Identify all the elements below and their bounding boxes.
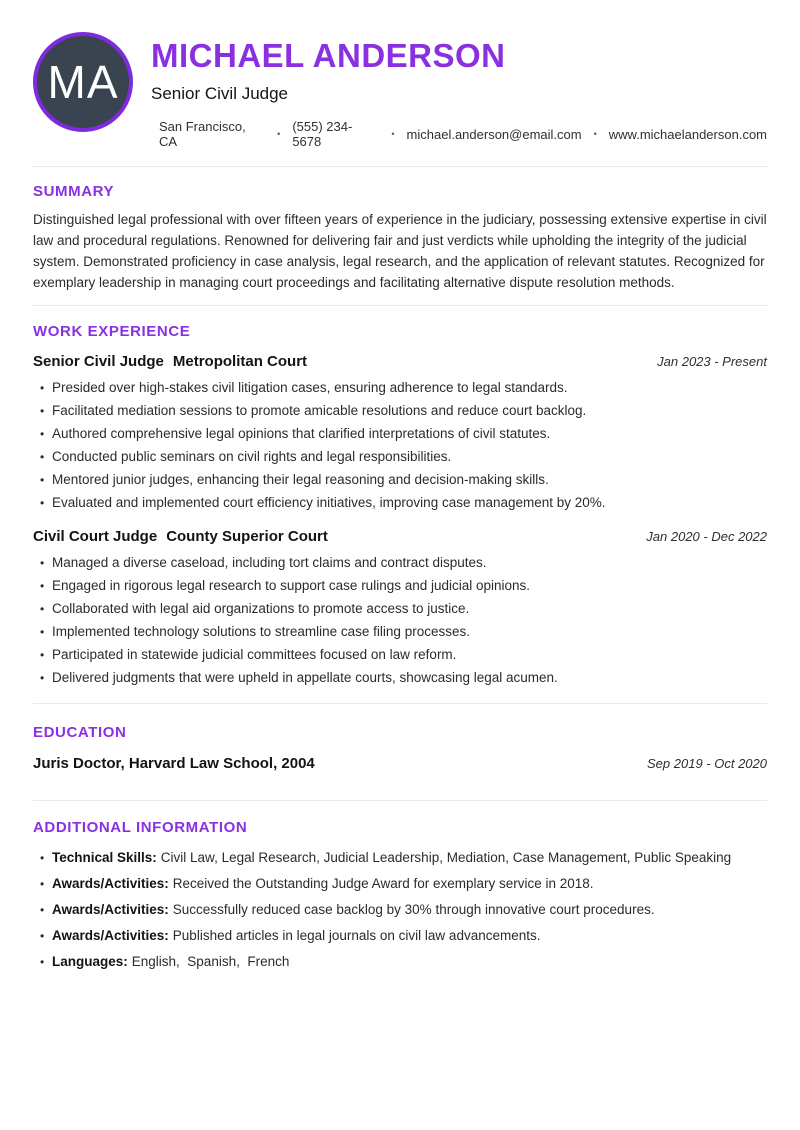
job-title: Civil Court Judge — [33, 528, 158, 546]
additional-info-label: Awards/Activities: — [52, 928, 169, 944]
job-title: Senior Civil Judge — [33, 353, 164, 371]
contact-location: San Francisco, CA — [159, 119, 246, 150]
job-title-group — [33, 528, 328, 545]
job-header — [33, 353, 767, 370]
job-bullet: • Managed a diverse caseload, including tort claims and contract disputes. — [33, 554, 767, 572]
job-company: County Superior Court — [166, 528, 328, 546]
additional-info-text: Civil Law, Legal Research, Judicial Leadership, Mediation, Case Management, Public Speaking — [160, 850, 732, 866]
additional-info-label: Awards/Activities: — [52, 902, 169, 918]
job-bullet: • Participated in statewide judicial committees focused on law reform. — [33, 646, 767, 664]
job-bullet: • Presided over high-stakes civil litigation cases, ensuring adherence to legal standards. — [33, 379, 767, 397]
summary-heading: SUMMARY — [33, 183, 115, 201]
contact-row — [159, 119, 767, 149]
education-dates: Sep 2019 - Oct 2020 — [647, 756, 767, 772]
job-bullet: • Mentored junior judges, enhancing their legal reasoning and decision-making skills. — [33, 471, 767, 489]
additional-info-text: English, Spanish, French — [131, 954, 290, 970]
job-bullet: • Delivered judgments that were upheld in appellate courts, showcasing legal acumen. — [33, 669, 767, 687]
section-divider — [33, 800, 767, 801]
contact-email: michael.anderson@email.com — [406, 126, 582, 142]
avatar — [33, 32, 133, 132]
job-title-group — [33, 353, 307, 370]
additional-info-item — [33, 875, 767, 893]
contact-separator: • — [593, 129, 597, 140]
education-heading: EDUCATION — [33, 724, 127, 742]
job-bullet: • Evaluated and implemented court efficiency initiatives, improving case management by 20%. — [33, 494, 767, 512]
job-bullet: • Implemented technology solutions to streamline case filing processes. — [33, 623, 767, 641]
contact-website: www.michaelanderson.com — [608, 126, 767, 142]
additional-info-item — [33, 927, 767, 945]
section-divider — [33, 305, 767, 306]
job-bullet: • Conducted public seminars on civil rights and legal responsibilities. — [33, 448, 767, 466]
additional-info-item — [33, 953, 767, 971]
job-bullet: • Facilitated mediation sessions to promote amicable resolutions and reduce court backlog. — [33, 402, 767, 420]
section-divider — [33, 703, 767, 704]
resume-header — [33, 0, 767, 149]
additional-information-heading: ADDITIONAL INFORMATION — [33, 819, 248, 837]
additional-info-text: Published articles in legal journals on civil law advancements. — [172, 928, 541, 944]
work-experience-heading: WORK EXPERIENCE — [33, 323, 191, 341]
additional-info-label: Languages: — [52, 954, 128, 970]
header-text — [151, 32, 767, 149]
additional-info-item — [33, 849, 767, 867]
additional-info-list — [33, 849, 767, 971]
job-dates: Jan 2023 - Present — [657, 354, 767, 370]
additional-info-label: Awards/Activities: — [52, 876, 169, 892]
additional-info-text: Received the Outstanding Judge Award for exemplary service in 2018. — [172, 876, 594, 892]
job-company: Metropolitan Court — [172, 353, 308, 371]
job-dates: Jan 2020 - Dec 2022 — [646, 529, 767, 545]
job-header — [33, 528, 767, 545]
contact-separator: • — [391, 129, 395, 140]
section-divider — [33, 166, 767, 167]
person-title: Senior Civil Judge — [151, 84, 289, 104]
job-bullet: • Engaged in rigorous legal research to support case rulings and judicial opinions. — [33, 577, 767, 595]
person-name: MICHAEL ANDERSON — [151, 37, 506, 74]
job-bullet: • Authored comprehensive legal opinions that clarified interpretations of civil statutes. — [33, 425, 767, 443]
summary-text: Distinguished legal professional with over fifteen years of experience in the judiciary, possessing extensive expertise in civil law and procedural regulations. Renowned for delivering fair and just verdicts while upholding the integrity of the judicial system. Demonstrated proficiency in case analysis, legal research, and the application of relevant statutes. Recognized for exemplary leadership in managing court proceedings and facilitating alternative dispute resolution methods. — [33, 212, 767, 291]
job-bullet-list — [33, 379, 767, 512]
contact-separator: • — [277, 129, 281, 140]
contact-phone: (555) 234-5678 — [292, 119, 353, 150]
education-entry — [33, 755, 767, 772]
job-bullet: • Collaborated with legal aid organizations to promote access to justice. — [33, 600, 767, 618]
education-degree: Juris Doctor, Harvard Law School, 2004 — [33, 755, 315, 773]
avatar-initials: MA — [47, 56, 119, 108]
additional-info-item — [33, 901, 767, 919]
job-bullet-list — [33, 554, 767, 687]
additional-info-text: Successfully reduced case backlog by 30% through innovative court procedures. — [172, 902, 655, 918]
additional-info-label: Technical Skills: — [52, 850, 157, 866]
